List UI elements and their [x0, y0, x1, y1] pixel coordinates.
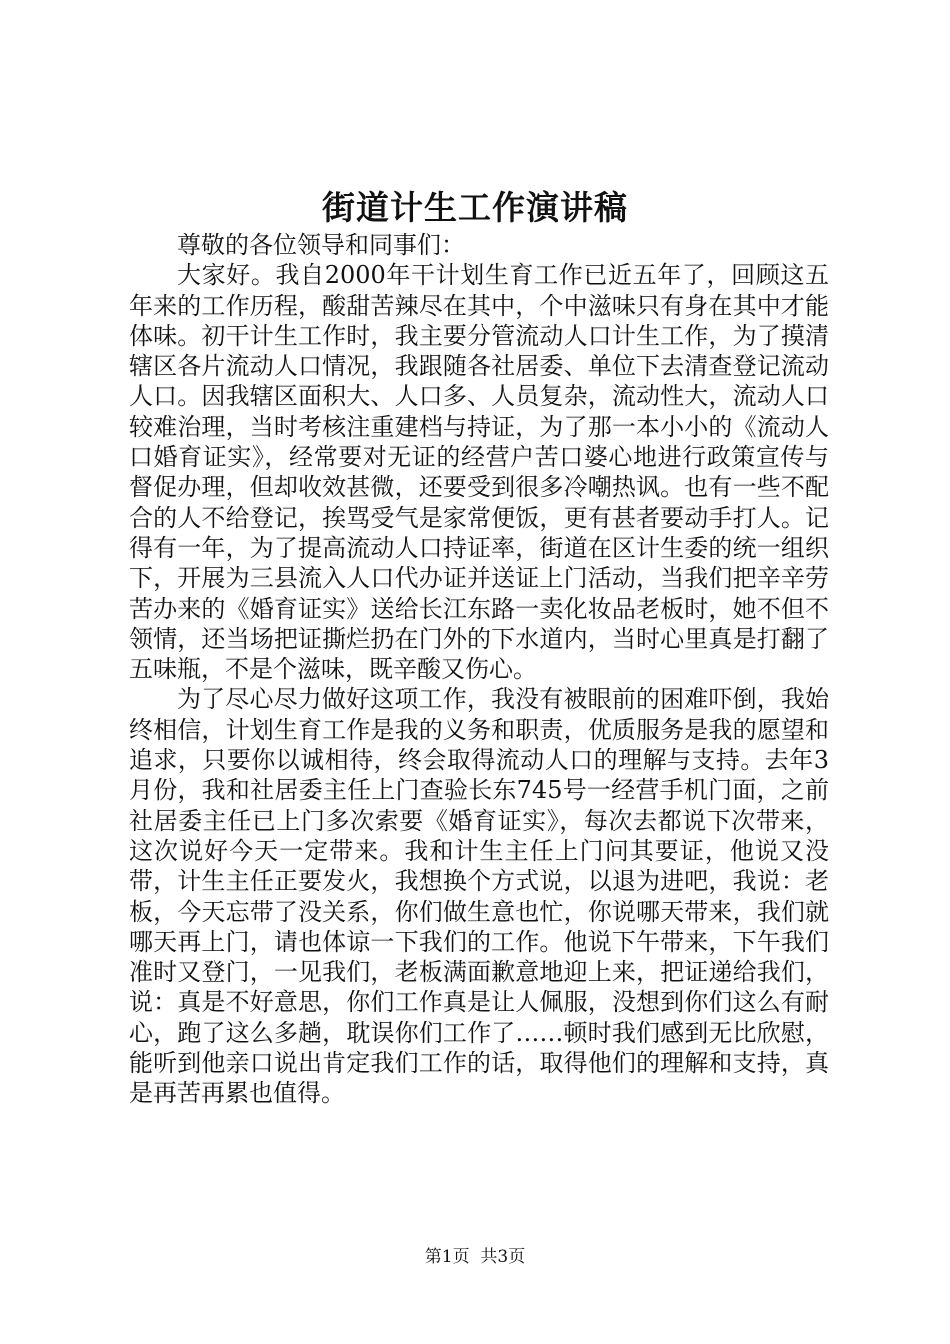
salutation: 尊敬的各位领导和同事们：	[177, 231, 465, 259]
page-footer	[0, 1246, 950, 1268]
document-title: 街道计生工作演讲稿	[322, 188, 628, 227]
footer-spacer	[470, 1247, 481, 1267]
document-body	[129, 230, 829, 1109]
paragraph-2: 为了尽心尽力做好这项工作，我没有被眼前的困难吓倒，我始终相信，计划生育工作是我的义务和职责，优质服务是我的愿望和追求，只要你以诚相待，终会取得流动人口的理解与支持。去年3月份，我和社居委主任上门查验长东745号一经营手机门面，之前社居委主任已上门多次索要《婚育证实》，每次去都说下次带来，这次说好今天一定带来。我和计生主任上门问其要证，他说又没带，计生主任正要发火，我想换个方式说，以退为进吧，我说：老板，今天忘带了没关系，你们做生意也忙，你说哪天带来，我们就哪天再上门，请也体谅一下我们的工作。他说下午带来，下午我们准时又登门，一见我们，老板满面歉意地迎上来，把证递给我们，说：真是不好意思，你们工作真是让人佩服，没想到你们这么有耐心，跑了这么多趟，耽误你们工作了……顿时我们感到无比欣慰，能听到他亲口说出肯定我们工作的话，取得他们的理解和支持，真是再苦再累也值得。	[129, 685, 829, 1108]
page-number: 第1页	[424, 1247, 470, 1267]
paragraph-1: 大家好。我自2000年干计划生育工作已近五年了，回顾这五年来的工作历程，酸甜苦辣尽在其中，个中滋味只有身在其中才能体味。初干计生工作时，我主要分管流动人口计生工作，为了摸清辖区各片流动人口情况，我跟随各社居委、单位下去清查登记流动人口。因我辖区面积大、人口多、人员复杂，流动性大，流动人口较难治理，当时考核注重建档与持证，为了那一本小小的《流动人口婚育证实》，经常要对无证的经营户苦口婆心地进行政策宣传与督促办理，但却收效甚微，还要受到很多冷嘲热讽。也有一些不配合的人不给登记，挨骂受气是家常便饭，更有甚者要动手打人。记得有一年，为了提高流动人口持证率，街道在区计生委的统一组织下，开展为三县流入人口代办证并送证上门活动，当我们把辛辛劳苦办来的《婚育证实》送给长江东路一卖化妆品老板时，她不但不领情，还当场把证撕烂扔在门外的下水道内，当时心里真是打翻了五味瓶，不是个滋味，既辛酸又伤心。	[129, 261, 829, 684]
page-total: 共3页	[480, 1247, 526, 1267]
